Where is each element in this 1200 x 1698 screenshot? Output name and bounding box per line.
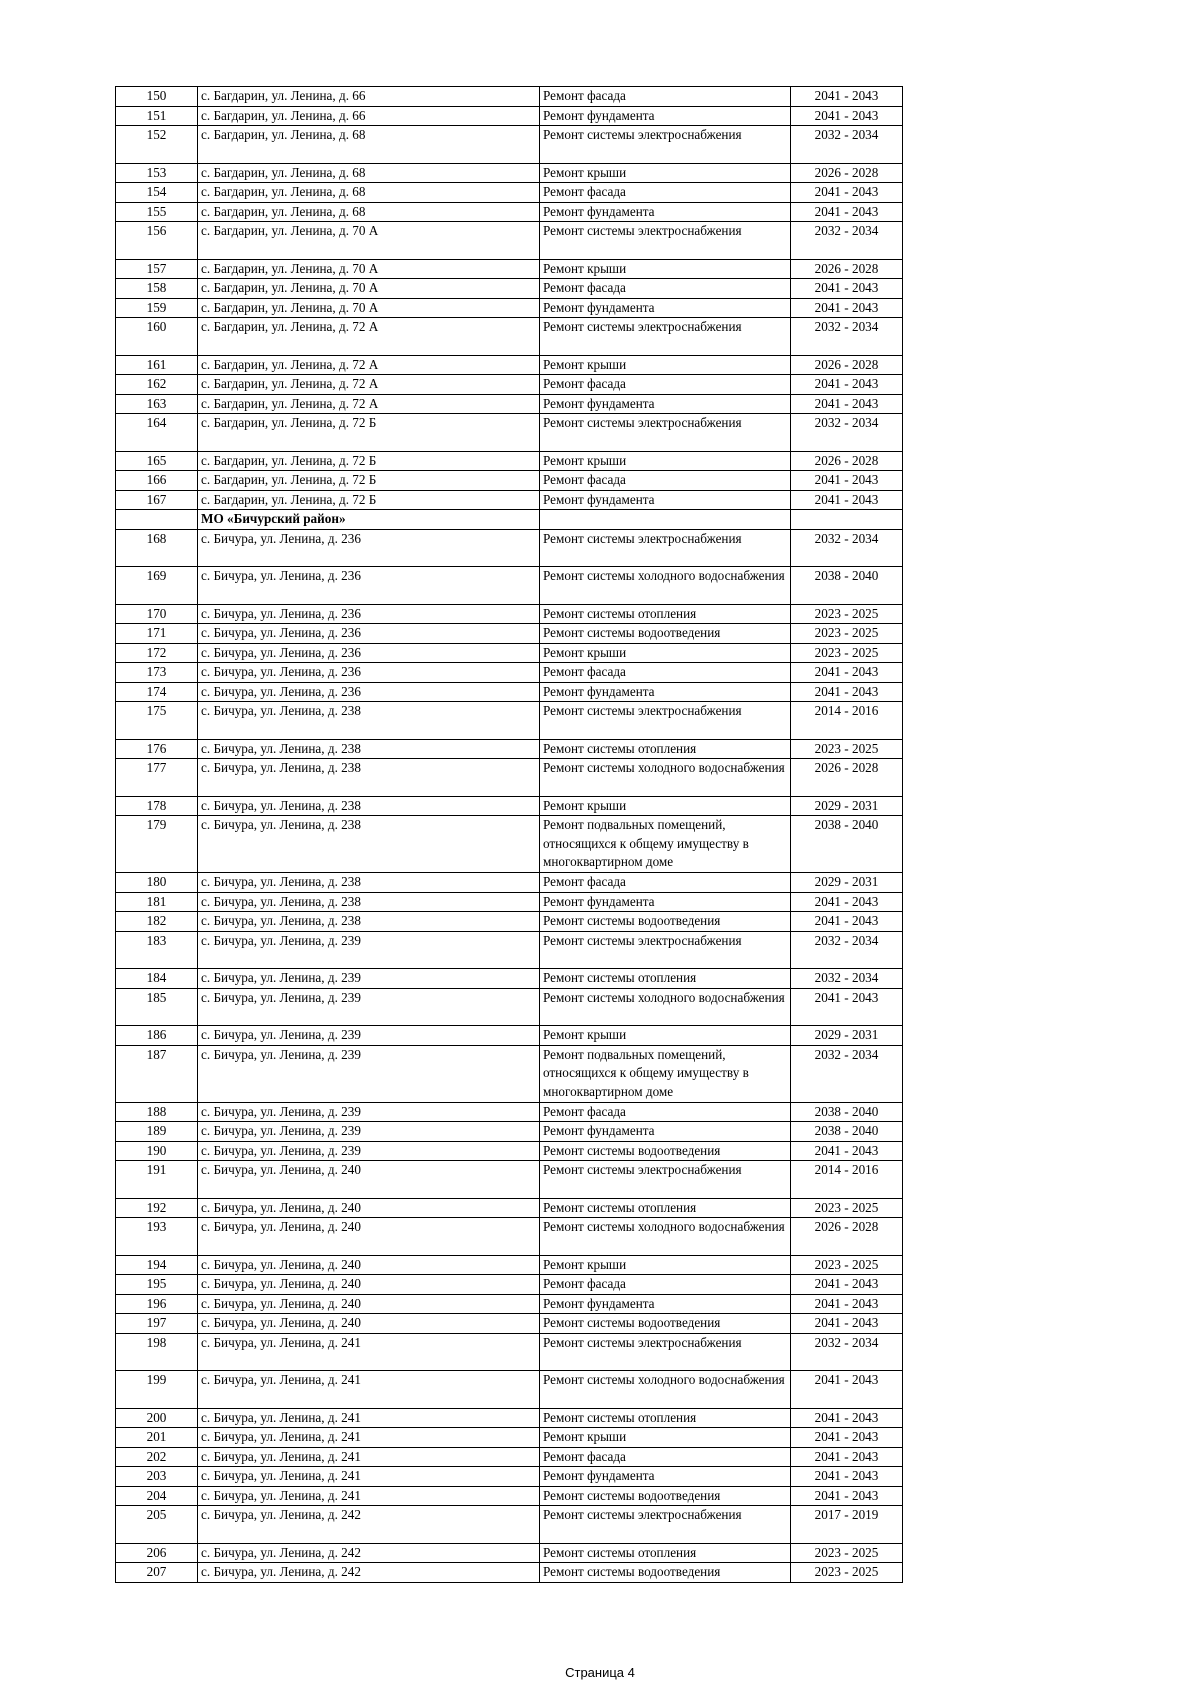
period-cell: 2023 - 2025 [791, 1255, 903, 1275]
row-number-cell [116, 510, 198, 530]
table-row [116, 106, 903, 126]
work-type-cell: Ремонт системы электроснабжения [540, 702, 791, 740]
address-cell: с. Багдарин, ул. Ленина, д. 72 А [198, 394, 540, 414]
address-cell: с. Бичура, ул. Ленина, д. 236 [198, 624, 540, 644]
table-row [116, 202, 903, 222]
table-row [116, 663, 903, 683]
work-type-cell: Ремонт крыши [540, 643, 791, 663]
period-cell: 2041 - 2043 [791, 394, 903, 414]
address-cell: с. Бичура, ул. Ленина, д. 240 [198, 1218, 540, 1256]
period-cell: 2041 - 2043 [791, 1371, 903, 1409]
row-number-cell: 200 [116, 1408, 198, 1428]
work-type-cell: Ремонт фундамента [540, 1122, 791, 1142]
address-cell: с. Бичура, ул. Ленина, д. 242 [198, 1506, 540, 1544]
period-cell: 2041 - 2043 [791, 1467, 903, 1487]
work-type-cell: Ремонт системы электроснабжения [540, 318, 791, 356]
address-cell: с. Бичура, ул. Ленина, д. 239 [198, 1045, 540, 1102]
table-row [116, 222, 903, 260]
repair-schedule-table [115, 86, 903, 1583]
address-cell: с. Бичура, ул. Ленина, д. 241 [198, 1467, 540, 1487]
work-type-cell: Ремонт фундамента [540, 1467, 791, 1487]
table-row [116, 604, 903, 624]
address-cell: с. Бичура, ул. Ленина, д. 238 [198, 892, 540, 912]
period-cell: 2041 - 2043 [791, 682, 903, 702]
address-cell: с. Багдарин, ул. Ленина, д. 66 [198, 87, 540, 107]
row-number-cell: 183 [116, 931, 198, 969]
work-type-cell: Ремонт фундамента [540, 892, 791, 912]
row-number-cell: 169 [116, 567, 198, 605]
work-type-cell: Ремонт крыши [540, 1428, 791, 1448]
period-cell: 2041 - 2043 [791, 1141, 903, 1161]
row-number-cell: 204 [116, 1486, 198, 1506]
period-cell: 2041 - 2043 [791, 490, 903, 510]
period-cell: 2026 - 2028 [791, 759, 903, 797]
address-cell: с. Багдарин, ул. Ленина, д. 72 Б [198, 471, 540, 491]
row-number-cell: 154 [116, 183, 198, 203]
row-number-cell: 187 [116, 1045, 198, 1102]
address-cell: с. Багдарин, ул. Ленина, д. 72 А [198, 318, 540, 356]
work-type-cell: Ремонт фундамента [540, 1294, 791, 1314]
work-type-cell: Ремонт крыши [540, 796, 791, 816]
table-row [116, 355, 903, 375]
table-row [116, 1045, 903, 1102]
address-cell: с. Багдарин, ул. Ленина, д. 72 А [198, 375, 540, 395]
address-cell: с. Бичура, ул. Ленина, д. 241 [198, 1333, 540, 1371]
period-cell: 2041 - 2043 [791, 298, 903, 318]
table-row [116, 1563, 903, 1583]
row-number-cell: 178 [116, 796, 198, 816]
work-type-cell: Ремонт фундамента [540, 202, 791, 222]
address-cell: с. Бичура, ул. Ленина, д. 236 [198, 529, 540, 567]
period-cell: 2038 - 2040 [791, 567, 903, 605]
table-row [116, 1255, 903, 1275]
row-number-cell: 172 [116, 643, 198, 663]
row-number-cell: 155 [116, 202, 198, 222]
table-row [116, 1371, 903, 1409]
period-cell: 2023 - 2025 [791, 1563, 903, 1583]
work-type-cell: Ремонт системы холодного водоснабжения [540, 1371, 791, 1409]
address-cell: с. Бичура, ул. Ленина, д. 239 [198, 1102, 540, 1122]
work-type-cell: Ремонт фундамента [540, 394, 791, 414]
address-cell: с. Бичура, ул. Ленина, д. 241 [198, 1486, 540, 1506]
address-cell: с. Багдарин, ул. Ленина, д. 70 А [198, 279, 540, 299]
table-row [116, 969, 903, 989]
address-cell: с. Бичура, ул. Ленина, д. 241 [198, 1408, 540, 1428]
address-cell: с. Бичура, ул. Ленина, д. 238 [198, 873, 540, 893]
work-type-cell: Ремонт фасада [540, 663, 791, 683]
row-number-cell: 153 [116, 163, 198, 183]
work-type-cell: Ремонт подвальных помещений, относящихся к общему имуществу в многоквартирном доме [540, 816, 791, 873]
table-row [116, 759, 903, 797]
row-number-cell: 191 [116, 1161, 198, 1199]
row-number-cell: 163 [116, 394, 198, 414]
period-cell: 2032 - 2034 [791, 1045, 903, 1102]
period-cell: 2041 - 2043 [791, 1447, 903, 1467]
period-cell: 2032 - 2034 [791, 126, 903, 164]
address-cell: с. Бичура, ул. Ленина, д. 239 [198, 1122, 540, 1142]
period-cell: 2032 - 2034 [791, 1333, 903, 1371]
work-type-cell: Ремонт системы водоотведения [540, 912, 791, 932]
period-cell: 2026 - 2028 [791, 1218, 903, 1256]
period-cell: 2041 - 2043 [791, 1314, 903, 1334]
work-type-cell: Ремонт системы холодного водоснабжения [540, 567, 791, 605]
address-cell: с. Бичура, ул. Ленина, д. 239 [198, 988, 540, 1026]
row-number-cell: 179 [116, 816, 198, 873]
period-cell: 2041 - 2043 [791, 183, 903, 203]
address-cell: с. Багдарин, ул. Ленина, д. 72 Б [198, 451, 540, 471]
address-cell: с. Бичура, ул. Ленина, д. 239 [198, 931, 540, 969]
row-number-cell: 189 [116, 1122, 198, 1142]
work-type-cell: Ремонт подвальных помещений, относящихся к общему имуществу в многоквартирном доме [540, 1045, 791, 1102]
row-number-cell: 167 [116, 490, 198, 510]
table-row [116, 163, 903, 183]
work-type-cell: Ремонт фасада [540, 1102, 791, 1122]
table-body [116, 87, 903, 1583]
period-cell: 2026 - 2028 [791, 451, 903, 471]
work-type-cell: Ремонт системы отопления [540, 739, 791, 759]
table-row [116, 298, 903, 318]
table-row [116, 1122, 903, 1142]
table-row [116, 1102, 903, 1122]
address-cell: с. Бичура, ул. Ленина, д. 241 [198, 1447, 540, 1467]
row-number-cell: 151 [116, 106, 198, 126]
work-type-cell: Ремонт крыши [540, 163, 791, 183]
address-cell: с. Багдарин, ул. Ленина, д. 68 [198, 126, 540, 164]
work-type-cell [540, 510, 791, 530]
address-cell: МО «Бичурский район» [198, 510, 540, 530]
table-row [116, 490, 903, 510]
row-number-cell: 176 [116, 739, 198, 759]
address-cell: с. Бичура, ул. Ленина, д. 240 [198, 1198, 540, 1218]
period-cell: 2032 - 2034 [791, 414, 903, 452]
row-number-cell: 196 [116, 1294, 198, 1314]
address-cell: с. Бичура, ул. Ленина, д. 236 [198, 567, 540, 605]
table-row [116, 259, 903, 279]
table-row [116, 1275, 903, 1295]
period-cell: 2041 - 2043 [791, 279, 903, 299]
row-number-cell: 177 [116, 759, 198, 797]
work-type-cell: Ремонт фасада [540, 183, 791, 203]
row-number-cell: 159 [116, 298, 198, 318]
work-type-cell: Ремонт фасада [540, 375, 791, 395]
row-number-cell: 190 [116, 1141, 198, 1161]
address-cell: с. Бичура, ул. Ленина, д. 236 [198, 643, 540, 663]
period-cell: 2026 - 2028 [791, 259, 903, 279]
work-type-cell: Ремонт фундамента [540, 490, 791, 510]
address-cell: с. Бичура, ул. Ленина, д. 236 [198, 604, 540, 624]
table-row [116, 702, 903, 740]
address-cell: с. Бичура, ул. Ленина, д. 238 [198, 816, 540, 873]
row-number-cell: 186 [116, 1026, 198, 1046]
row-number-cell: 185 [116, 988, 198, 1026]
section-header-row [116, 510, 903, 530]
address-cell: с. Багдарин, ул. Ленина, д. 68 [198, 163, 540, 183]
work-type-cell: Ремонт системы водоотведения [540, 1141, 791, 1161]
address-cell: с. Бичура, ул. Ленина, д. 238 [198, 796, 540, 816]
period-cell: 2041 - 2043 [791, 1294, 903, 1314]
table-row [116, 643, 903, 663]
row-number-cell: 150 [116, 87, 198, 107]
period-cell: 2032 - 2034 [791, 318, 903, 356]
work-type-cell: Ремонт системы электроснабжения [540, 222, 791, 260]
period-cell: 2038 - 2040 [791, 1102, 903, 1122]
table-row [116, 318, 903, 356]
row-number-cell: 173 [116, 663, 198, 683]
row-number-cell: 184 [116, 969, 198, 989]
work-type-cell: Ремонт фасада [540, 87, 791, 107]
row-number-cell: 206 [116, 1543, 198, 1563]
period-cell: 2032 - 2034 [791, 969, 903, 989]
period-cell: 2041 - 2043 [791, 892, 903, 912]
row-number-cell: 174 [116, 682, 198, 702]
table-row [116, 87, 903, 107]
work-type-cell: Ремонт системы водоотведения [540, 624, 791, 644]
work-type-cell: Ремонт системы электроснабжения [540, 1333, 791, 1371]
work-type-cell: Ремонт крыши [540, 259, 791, 279]
period-cell: 2029 - 2031 [791, 796, 903, 816]
address-cell: с. Бичура, ул. Ленина, д. 238 [198, 912, 540, 932]
table-row [116, 816, 903, 873]
period-cell: 2041 - 2043 [791, 912, 903, 932]
row-number-cell: 152 [116, 126, 198, 164]
address-cell: с. Бичура, ул. Ленина, д. 240 [198, 1314, 540, 1334]
address-cell: с. Бичура, ул. Ленина, д. 240 [198, 1294, 540, 1314]
row-number-cell: 180 [116, 873, 198, 893]
table-row [116, 1161, 903, 1199]
row-number-cell: 165 [116, 451, 198, 471]
table-row [116, 1026, 903, 1046]
table-row [116, 1467, 903, 1487]
period-cell: 2041 - 2043 [791, 471, 903, 491]
row-number-cell: 168 [116, 529, 198, 567]
period-cell: 2029 - 2031 [791, 873, 903, 893]
table-row [116, 1333, 903, 1371]
period-cell: 2032 - 2034 [791, 931, 903, 969]
work-type-cell: Ремонт системы отопления [540, 969, 791, 989]
work-type-cell: Ремонт крыши [540, 355, 791, 375]
table-row [116, 1543, 903, 1563]
work-type-cell: Ремонт фундамента [540, 106, 791, 126]
table-row [116, 1141, 903, 1161]
table-row [116, 126, 903, 164]
address-cell: с. Бичура, ул. Ленина, д. 241 [198, 1428, 540, 1448]
table-row [116, 529, 903, 567]
table-row [116, 375, 903, 395]
period-cell: 2023 - 2025 [791, 1543, 903, 1563]
row-number-cell: 199 [116, 1371, 198, 1409]
address-cell: с. Багдарин, ул. Ленина, д. 72 А [198, 355, 540, 375]
row-number-cell: 198 [116, 1333, 198, 1371]
address-cell: с. Бичура, ул. Ленина, д. 242 [198, 1563, 540, 1583]
work-type-cell: Ремонт системы электроснабжения [540, 126, 791, 164]
table-row [116, 471, 903, 491]
work-type-cell: Ремонт крыши [540, 1026, 791, 1046]
work-type-cell: Ремонт системы холодного водоснабжения [540, 988, 791, 1026]
period-cell: 2032 - 2034 [791, 529, 903, 567]
work-type-cell: Ремонт системы отопления [540, 604, 791, 624]
period-cell: 2026 - 2028 [791, 163, 903, 183]
row-number-cell: 166 [116, 471, 198, 491]
period-cell: 2017 - 2019 [791, 1506, 903, 1544]
address-cell: с. Багдарин, ул. Ленина, д. 66 [198, 106, 540, 126]
address-cell: с. Багдарин, ул. Ленина, д. 72 Б [198, 414, 540, 452]
work-type-cell: Ремонт фасада [540, 873, 791, 893]
table-row [116, 682, 903, 702]
period-cell: 2023 - 2025 [791, 1198, 903, 1218]
period-cell: 2038 - 2040 [791, 1122, 903, 1142]
period-cell: 2026 - 2028 [791, 355, 903, 375]
row-number-cell: 156 [116, 222, 198, 260]
row-number-cell: 161 [116, 355, 198, 375]
address-cell: с. Бичура, ул. Ленина, д. 236 [198, 682, 540, 702]
address-cell: с. Багдарин, ул. Ленина, д. 68 [198, 183, 540, 203]
address-cell: с. Багдарин, ул. Ленина, д. 70 А [198, 222, 540, 260]
table-row [116, 1447, 903, 1467]
table-row [116, 279, 903, 299]
period-cell: 2041 - 2043 [791, 988, 903, 1026]
table-row [116, 796, 903, 816]
address-cell: с. Бичура, ул. Ленина, д. 238 [198, 739, 540, 759]
work-type-cell: Ремонт системы отопления [540, 1408, 791, 1428]
table-row [116, 988, 903, 1026]
address-cell: с. Бичура, ул. Ленина, д. 236 [198, 663, 540, 683]
row-number-cell: 192 [116, 1198, 198, 1218]
address-cell: с. Багдарин, ул. Ленина, д. 68 [198, 202, 540, 222]
table-row [116, 1428, 903, 1448]
table-row [116, 1486, 903, 1506]
row-number-cell: 171 [116, 624, 198, 644]
work-type-cell: Ремонт системы холодного водоснабжения [540, 759, 791, 797]
row-number-cell: 157 [116, 259, 198, 279]
row-number-cell: 207 [116, 1563, 198, 1583]
work-type-cell: Ремонт системы холодного водоснабжения [540, 1218, 791, 1256]
address-cell: с. Бичура, ул. Ленина, д. 240 [198, 1255, 540, 1275]
period-cell: 2023 - 2025 [791, 604, 903, 624]
period-cell: 2041 - 2043 [791, 375, 903, 395]
work-type-cell: Ремонт системы водоотведения [540, 1314, 791, 1334]
work-type-cell: Ремонт системы электроснабжения [540, 529, 791, 567]
table-row [116, 1294, 903, 1314]
row-number-cell: 203 [116, 1467, 198, 1487]
work-type-cell: Ремонт крыши [540, 1255, 791, 1275]
period-cell: 2029 - 2031 [791, 1026, 903, 1046]
address-cell: с. Бичура, ул. Ленина, д. 238 [198, 759, 540, 797]
row-number-cell: 182 [116, 912, 198, 932]
work-type-cell: Ремонт фундамента [540, 298, 791, 318]
work-type-cell: Ремонт фасада [540, 279, 791, 299]
work-type-cell: Ремонт системы отопления [540, 1198, 791, 1218]
period-cell: 2014 - 2016 [791, 702, 903, 740]
address-cell: с. Бичура, ул. Ленина, д. 242 [198, 1543, 540, 1563]
period-cell [791, 510, 903, 530]
work-type-cell: Ремонт системы электроснабжения [540, 1161, 791, 1199]
row-number-cell: 162 [116, 375, 198, 395]
row-number-cell: 188 [116, 1102, 198, 1122]
table-row [116, 873, 903, 893]
table-row [116, 1314, 903, 1334]
table-row [116, 931, 903, 969]
row-number-cell: 175 [116, 702, 198, 740]
row-number-cell: 170 [116, 604, 198, 624]
row-number-cell: 197 [116, 1314, 198, 1334]
row-number-cell: 164 [116, 414, 198, 452]
period-cell: 2014 - 2016 [791, 1161, 903, 1199]
period-cell: 2041 - 2043 [791, 1486, 903, 1506]
address-cell: с. Бичура, ул. Ленина, д. 239 [198, 969, 540, 989]
work-type-cell: Ремонт крыши [540, 451, 791, 471]
row-number-cell: 202 [116, 1447, 198, 1467]
period-cell: 2032 - 2034 [791, 222, 903, 260]
address-cell: с. Багдарин, ул. Ленина, д. 70 А [198, 298, 540, 318]
table-row [116, 414, 903, 452]
row-number-cell: 158 [116, 279, 198, 299]
address-cell: с. Багдарин, ул. Ленина, д. 72 Б [198, 490, 540, 510]
period-cell: 2041 - 2043 [791, 106, 903, 126]
period-cell: 2041 - 2043 [791, 87, 903, 107]
table-row [116, 1408, 903, 1428]
work-type-cell: Ремонт фасада [540, 471, 791, 491]
period-cell: 2041 - 2043 [791, 202, 903, 222]
table-row [116, 739, 903, 759]
row-number-cell: 195 [116, 1275, 198, 1295]
table-row [116, 1218, 903, 1256]
address-cell: с. Бичура, ул. Ленина, д. 241 [198, 1371, 540, 1409]
address-cell: с. Бичура, ул. Ленина, д. 239 [198, 1141, 540, 1161]
work-type-cell: Ремонт системы водоотведения [540, 1563, 791, 1583]
table-row [116, 394, 903, 414]
work-type-cell: Ремонт фундамента [540, 682, 791, 702]
table-row [116, 1198, 903, 1218]
table-row [116, 567, 903, 605]
table-row [116, 912, 903, 932]
period-cell: 2041 - 2043 [791, 1275, 903, 1295]
period-cell: 2023 - 2025 [791, 643, 903, 663]
table-row [116, 624, 903, 644]
period-cell: 2023 - 2025 [791, 624, 903, 644]
table-row [116, 183, 903, 203]
period-cell: 2041 - 2043 [791, 1428, 903, 1448]
table-row [116, 892, 903, 912]
row-number-cell: 205 [116, 1506, 198, 1544]
row-number-cell: 201 [116, 1428, 198, 1448]
row-number-cell: 181 [116, 892, 198, 912]
address-cell: с. Багдарин, ул. Ленина, д. 70 А [198, 259, 540, 279]
address-cell: с. Бичура, ул. Ленина, д. 240 [198, 1161, 540, 1199]
period-cell: 2041 - 2043 [791, 1408, 903, 1428]
work-type-cell: Ремонт системы электроснабжения [540, 414, 791, 452]
work-type-cell: Ремонт системы электроснабжения [540, 931, 791, 969]
period-cell: 2038 - 2040 [791, 816, 903, 873]
period-cell: 2023 - 2025 [791, 739, 903, 759]
page-number-label: Страница 4 [565, 1665, 635, 1680]
work-type-cell: Ремонт фасада [540, 1275, 791, 1295]
address-cell: с. Бичура, ул. Ленина, д. 240 [198, 1275, 540, 1295]
table-row [116, 1506, 903, 1544]
work-type-cell: Ремонт системы отопления [540, 1543, 791, 1563]
row-number-cell: 160 [116, 318, 198, 356]
address-cell: с. Бичура, ул. Ленина, д. 238 [198, 702, 540, 740]
row-number-cell: 194 [116, 1255, 198, 1275]
row-number-cell: 193 [116, 1218, 198, 1256]
table-row [116, 451, 903, 471]
work-type-cell: Ремонт фасада [540, 1447, 791, 1467]
page-footer [0, 1665, 1200, 1680]
address-cell: с. Бичура, ул. Ленина, д. 239 [198, 1026, 540, 1046]
work-type-cell: Ремонт системы водоотведения [540, 1486, 791, 1506]
work-type-cell: Ремонт системы электроснабжения [540, 1506, 791, 1544]
period-cell: 2041 - 2043 [791, 663, 903, 683]
